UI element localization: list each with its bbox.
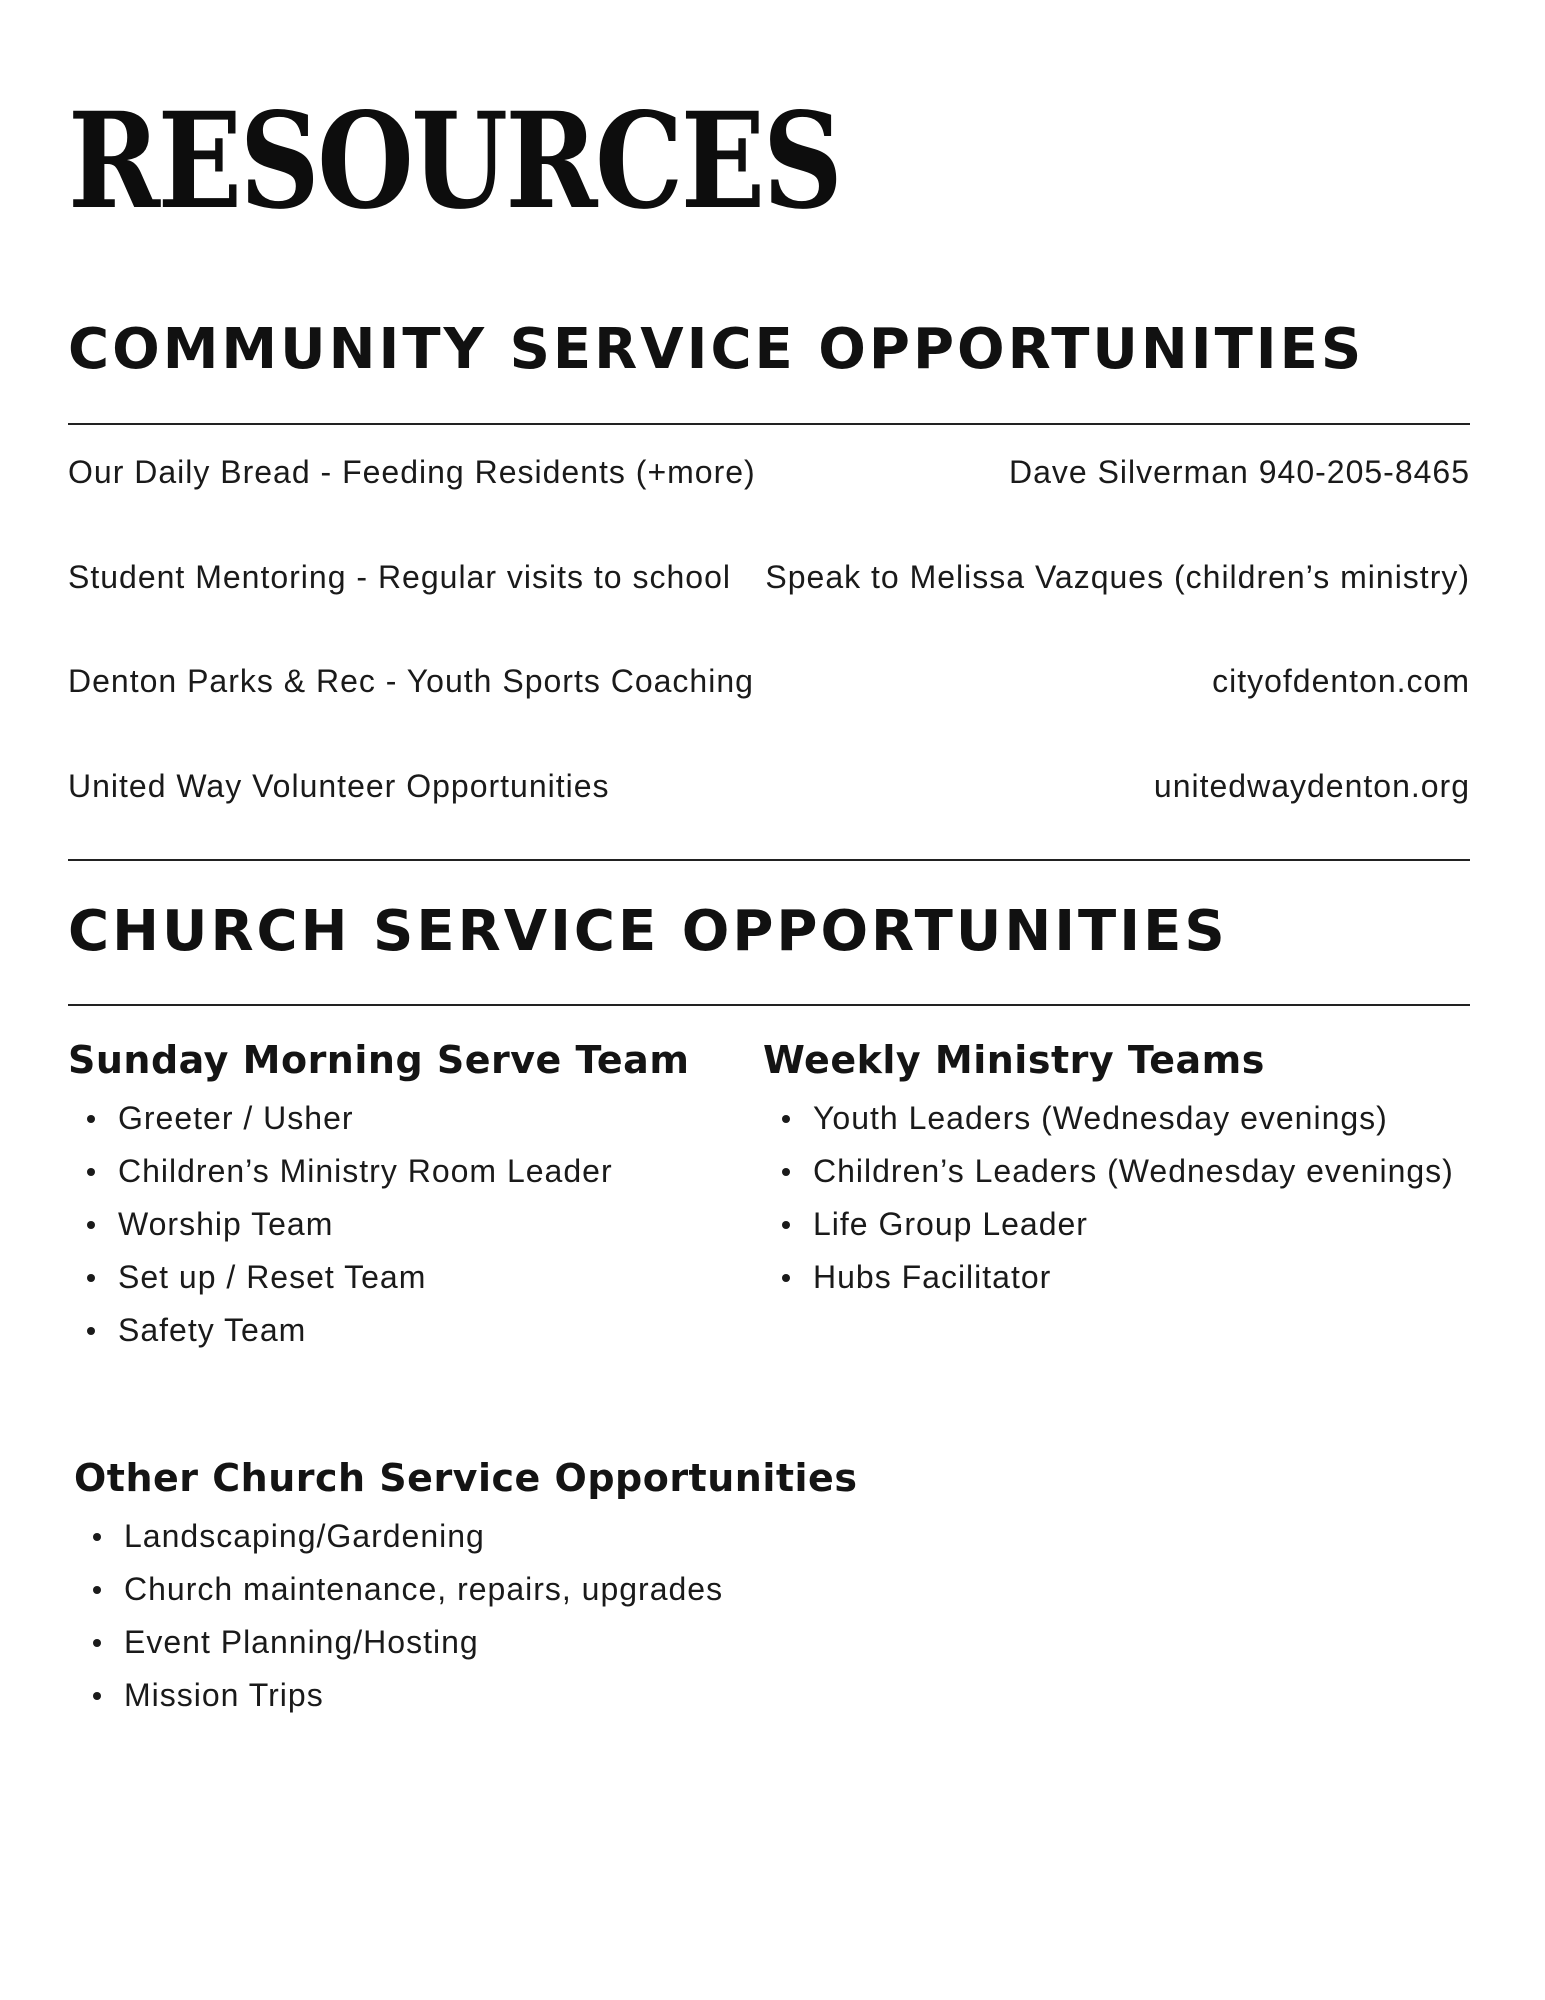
list-item-label: Youth Leaders (Wednesday evenings): [813, 1100, 1388, 1136]
list-item: [763, 1198, 1454, 1251]
bullet-icon: [782, 1168, 790, 1176]
bullet-icon: [93, 1692, 101, 1700]
weekly-ministry-list: [763, 1092, 1454, 1304]
weekly-ministry-heading: Weekly Ministry Teams: [763, 1038, 1265, 1082]
community-row: [68, 661, 1470, 701]
sunday-serve-team: [68, 1034, 689, 1357]
list-item-label: Worship Team: [118, 1206, 334, 1242]
bullet-icon: [87, 1221, 95, 1229]
list-item-label: Children’s Ministry Room Leader: [118, 1153, 613, 1189]
weekly-ministry-teams: [763, 1034, 1454, 1304]
bullet-icon: [87, 1115, 95, 1123]
list-item: [68, 1092, 689, 1145]
community-row-contact: cityofdenton.com: [1212, 663, 1470, 699]
community-row-name: Denton Parks & Rec - Youth Sports Coaching: [68, 663, 754, 699]
sunday-serve-list: [68, 1092, 689, 1357]
community-row: [68, 557, 1470, 597]
bullet-icon: [87, 1274, 95, 1282]
list-item-label: Safety Team: [118, 1312, 307, 1348]
bullet-icon: [93, 1586, 101, 1594]
bullet-icon: [93, 1639, 101, 1647]
community-row-contact: unitedwaydenton.org: [1153, 768, 1470, 804]
bullet-icon: [87, 1327, 95, 1335]
list-item: [74, 1510, 857, 1563]
community-row-contact: Dave Silverman 940-205-8465: [1008, 454, 1470, 490]
list-item-label: Landscaping/Gardening: [124, 1518, 485, 1554]
other-church-opportunities: [74, 1452, 857, 1722]
list-item: [68, 1145, 689, 1198]
list-item: [763, 1145, 1454, 1198]
community-bottom-divider: [68, 859, 1470, 861]
list-item-label: Church maintenance, repairs, upgrades: [124, 1571, 724, 1607]
community-top-divider: [68, 423, 1470, 425]
bullet-icon: [782, 1115, 790, 1123]
list-item-label: Event Planning/Hosting: [124, 1624, 479, 1660]
community-row-contact: Speak to Melissa Vazques (children’s ministry): [765, 559, 1470, 595]
list-item: [68, 1251, 689, 1304]
community-row-name: United Way Volunteer Opportunities: [68, 768, 610, 804]
list-item-label: Life Group Leader: [813, 1206, 1088, 1242]
church-divider: [68, 1004, 1470, 1006]
list-item: [68, 1304, 689, 1357]
bullet-icon: [87, 1168, 95, 1176]
community-row-name: Our Daily Bread - Feeding Residents (+more): [68, 454, 756, 490]
community-row: [68, 452, 1470, 492]
community-heading: COMMUNITY SERVICE OPPORTUNITIES: [68, 317, 1365, 382]
list-item-label: Greeter / Usher: [118, 1100, 354, 1136]
community-row-name: Student Mentoring - Regular visits to school: [68, 559, 731, 595]
list-item-label: Children’s Leaders (Wednesday evenings): [813, 1153, 1454, 1189]
church-heading: CHURCH SERVICE OPPORTUNITIES: [68, 899, 1228, 964]
other-church-heading: Other Church Service Opportunities: [74, 1456, 858, 1500]
community-row: [68, 766, 1470, 806]
list-item: [74, 1669, 857, 1722]
list-item-label: Mission Trips: [124, 1677, 324, 1713]
bullet-icon: [782, 1221, 790, 1229]
list-item: [763, 1251, 1454, 1304]
other-church-list: [74, 1510, 857, 1722]
page-title: RESOURCES: [68, 84, 841, 239]
bullet-icon: [93, 1533, 101, 1541]
list-item: [74, 1616, 857, 1669]
list-item: [74, 1563, 857, 1616]
list-item: [68, 1198, 689, 1251]
bullet-icon: [782, 1274, 790, 1282]
list-item-label: Hubs Facilitator: [813, 1259, 1052, 1295]
list-item-label: Set up / Reset Team: [118, 1259, 427, 1295]
list-item: [763, 1092, 1454, 1145]
sunday-serve-heading: Sunday Morning Serve Team: [68, 1038, 690, 1082]
